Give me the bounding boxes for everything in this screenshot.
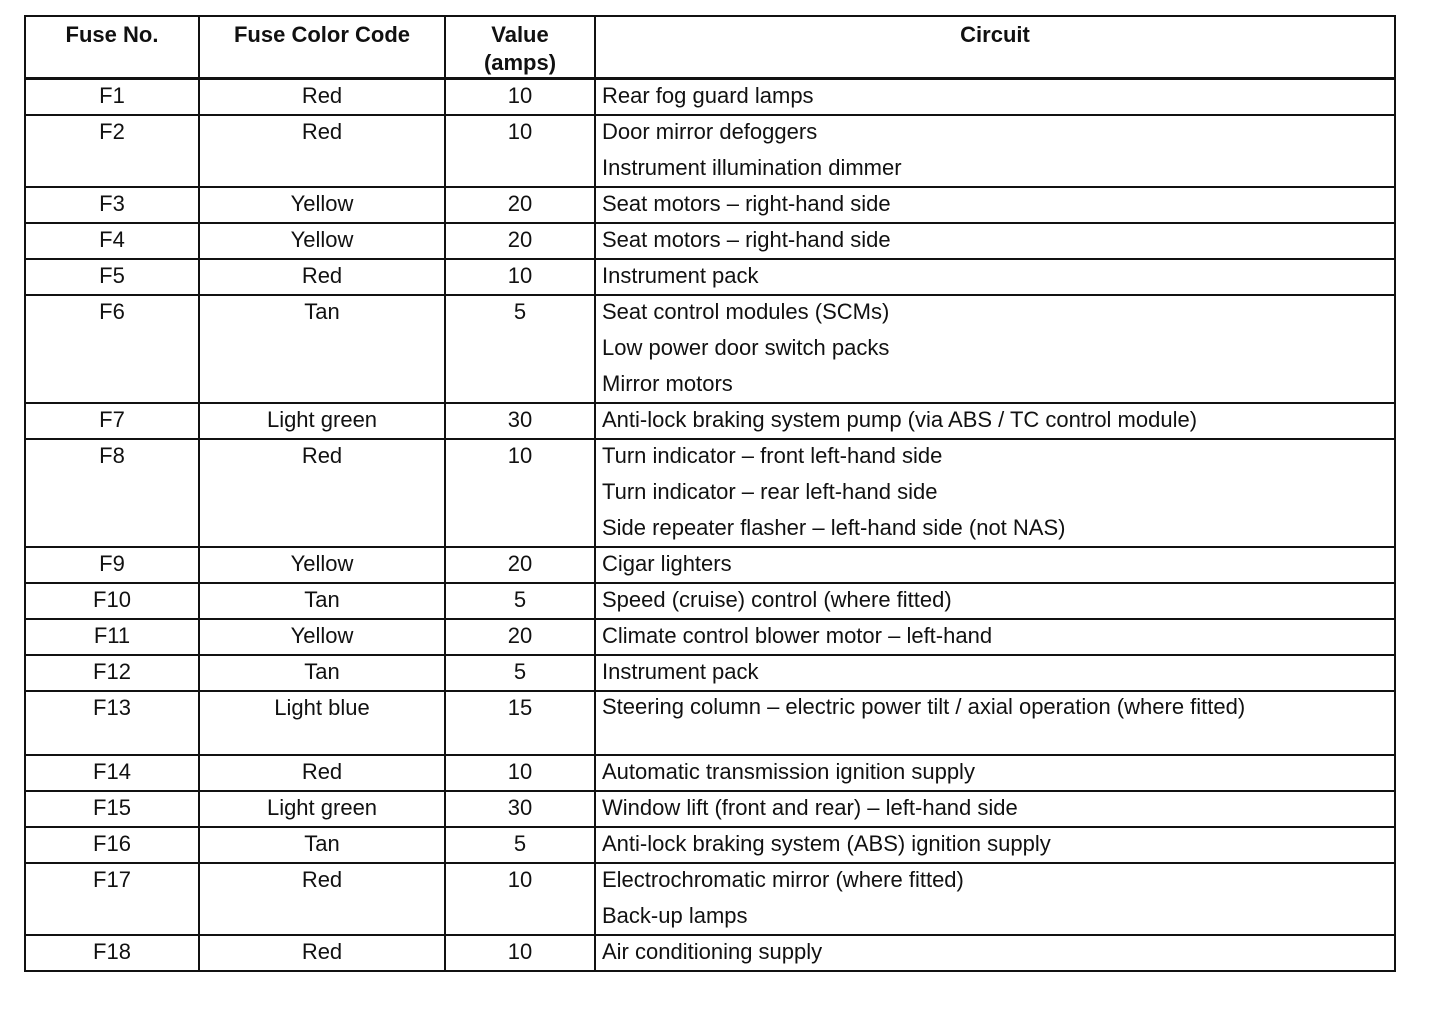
table-row: [25, 583, 1395, 619]
fuse-value-cell: 30: [445, 791, 595, 827]
fuse-value-cell: 5: [445, 583, 595, 619]
circuit-line: Anti-lock braking system (ABS) ignition supply: [602, 831, 1051, 856]
circuit-line: Low power door switch packs: [602, 335, 890, 360]
table-row: [25, 691, 1395, 755]
fuse-number-cell: F18: [25, 935, 199, 971]
fuse-color-cell: Yellow: [199, 187, 445, 223]
fuse-color-cell: Red: [199, 935, 445, 971]
fuse-number-cell: F2: [25, 115, 199, 187]
circuit-cell: [595, 619, 1395, 655]
circuit-cell: [595, 935, 1395, 971]
circuit-cell: [595, 259, 1395, 295]
fuse-value-cell: 20: [445, 223, 595, 259]
circuit-line: Turn indicator – rear left-hand side: [602, 479, 938, 504]
table-row: [25, 827, 1395, 863]
circuit-line: Instrument pack: [602, 659, 759, 684]
circuit-cell: [595, 79, 1395, 116]
fuse-value-cell: 5: [445, 655, 595, 691]
circuit-line: Seat control modules (SCMs): [602, 299, 890, 324]
circuit-line: Window lift (front and rear) – left-hand side: [602, 795, 1018, 820]
circuit-cell: [595, 115, 1395, 187]
circuit-cell: [595, 403, 1395, 439]
header-value-amps: [445, 16, 595, 79]
circuit-line: Instrument illumination dimmer: [602, 155, 902, 180]
circuit-line: Electrochromatic mirror (where fitted): [602, 867, 964, 892]
fuse-color-cell: Yellow: [199, 619, 445, 655]
fuse-color-cell: Red: [199, 115, 445, 187]
fuse-value-cell: 10: [445, 79, 595, 116]
circuit-cell: [595, 295, 1395, 403]
fuse-table: [24, 15, 1396, 972]
fuse-color-cell: Tan: [199, 583, 445, 619]
table-row: [25, 115, 1395, 187]
table-row: [25, 755, 1395, 791]
table-row: [25, 547, 1395, 583]
circuit-line: Door mirror defoggers: [602, 119, 818, 144]
fuse-color-cell: Red: [199, 79, 445, 116]
circuit-line: Steering column – electric power tilt / axial operation (where fitted): [602, 694, 1246, 719]
circuit-cell: [595, 655, 1395, 691]
circuit-line: Automatic transmission ignition supply: [602, 759, 975, 784]
circuit-line: Air conditioning supply: [602, 939, 823, 964]
circuit-cell: [595, 827, 1395, 863]
fuse-number-cell: F16: [25, 827, 199, 863]
fuse-color-cell: Tan: [199, 295, 445, 403]
fuse-color-cell: Light blue: [199, 691, 445, 755]
table-row: [25, 863, 1395, 935]
table-row: [25, 935, 1395, 971]
circuit-cell: [595, 755, 1395, 791]
circuit-cell: [595, 691, 1395, 755]
circuit-line: Climate control blower motor – left-hand: [602, 623, 993, 648]
table-row: [25, 79, 1395, 116]
fuse-value-cell: 15: [445, 691, 595, 755]
circuit-cell: [595, 187, 1395, 223]
table-row: [25, 619, 1395, 655]
fuse-color-cell: Yellow: [199, 547, 445, 583]
fuse-color-cell: Red: [199, 863, 445, 935]
circuit-cell: [595, 791, 1395, 827]
table-row: [25, 655, 1395, 691]
fuse-number-cell: F14: [25, 755, 199, 791]
fuse-number-cell: F1: [25, 79, 199, 116]
header-fuse-color-code: Fuse Color Code: [199, 16, 445, 79]
fuse-number-cell: F3: [25, 187, 199, 223]
fuse-number-cell: F5: [25, 259, 199, 295]
fuse-value-cell: 20: [445, 619, 595, 655]
fuse-value-cell: 10: [445, 115, 595, 187]
fuse-color-cell: Yellow: [199, 223, 445, 259]
header-fuse-no: Fuse No.: [25, 16, 199, 79]
fuse-number-cell: F8: [25, 439, 199, 547]
fuse-color-cell: Red: [199, 439, 445, 547]
fuse-color-cell: Tan: [199, 655, 445, 691]
circuit-cell: [595, 547, 1395, 583]
header-value-line2: (amps): [483, 50, 557, 75]
fuse-number-cell: F7: [25, 403, 199, 439]
circuit-cell: [595, 863, 1395, 935]
table-row: [25, 187, 1395, 223]
fuse-value-cell: 10: [445, 439, 595, 547]
fuse-value-cell: 10: [445, 863, 595, 935]
fuse-color-cell: Red: [199, 259, 445, 295]
fuse-number-cell: F9: [25, 547, 199, 583]
fuse-value-cell: 10: [445, 755, 595, 791]
fuse-number-cell: F10: [25, 583, 199, 619]
table-row: [25, 403, 1395, 439]
circuit-line: Side repeater flasher – left-hand side (not NAS): [602, 515, 1066, 540]
circuit-line: Rear fog guard lamps: [602, 83, 814, 108]
fuse-value-cell: 30: [445, 403, 595, 439]
fuse-number-cell: F6: [25, 295, 199, 403]
fuse-number-cell: F12: [25, 655, 199, 691]
circuit-line: Mirror motors: [602, 371, 733, 396]
table-row: [25, 223, 1395, 259]
table-body: [25, 79, 1395, 972]
fuse-number-cell: F11: [25, 619, 199, 655]
circuit-line: Seat motors – right-hand side: [602, 227, 891, 252]
fuse-number-cell: F13: [25, 691, 199, 755]
circuit-line: Speed (cruise) control (where fitted): [602, 587, 952, 612]
header-row: [25, 16, 1395, 79]
fuse-value-cell: 5: [445, 827, 595, 863]
fuse-color-cell: Light green: [199, 403, 445, 439]
circuit-cell: [595, 223, 1395, 259]
fuse-color-cell: Tan: [199, 827, 445, 863]
circuit-line: Turn indicator – front left-hand side: [602, 443, 943, 468]
circuit-line: Seat motors – right-hand side: [602, 191, 891, 216]
fuse-value-cell: 20: [445, 547, 595, 583]
circuit-line: Anti-lock braking system pump (via ABS / TC control module): [602, 407, 1198, 432]
fuse-number-cell: F17: [25, 863, 199, 935]
fuse-value-cell: 5: [445, 295, 595, 403]
circuit-cell: [595, 439, 1395, 547]
header-circuit: Circuit: [595, 16, 1395, 79]
table-row: [25, 259, 1395, 295]
header-value-line1: Value: [491, 22, 549, 47]
circuit-line: Instrument pack: [602, 263, 759, 288]
circuit-line: Back-up lamps: [602, 903, 748, 928]
fuse-value-cell: 10: [445, 935, 595, 971]
fuse-number-cell: F4: [25, 223, 199, 259]
fuse-number-cell: F15: [25, 791, 199, 827]
table-row: [25, 791, 1395, 827]
fuse-color-cell: Light green: [199, 791, 445, 827]
fuse-value-cell: 20: [445, 187, 595, 223]
circuit-line: Cigar lighters: [602, 551, 732, 576]
table-row: [25, 295, 1395, 403]
fuse-value-cell: 10: [445, 259, 595, 295]
table-row: [25, 439, 1395, 547]
circuit-cell: [595, 583, 1395, 619]
fuse-color-cell: Red: [199, 755, 445, 791]
table-header: [25, 16, 1395, 79]
